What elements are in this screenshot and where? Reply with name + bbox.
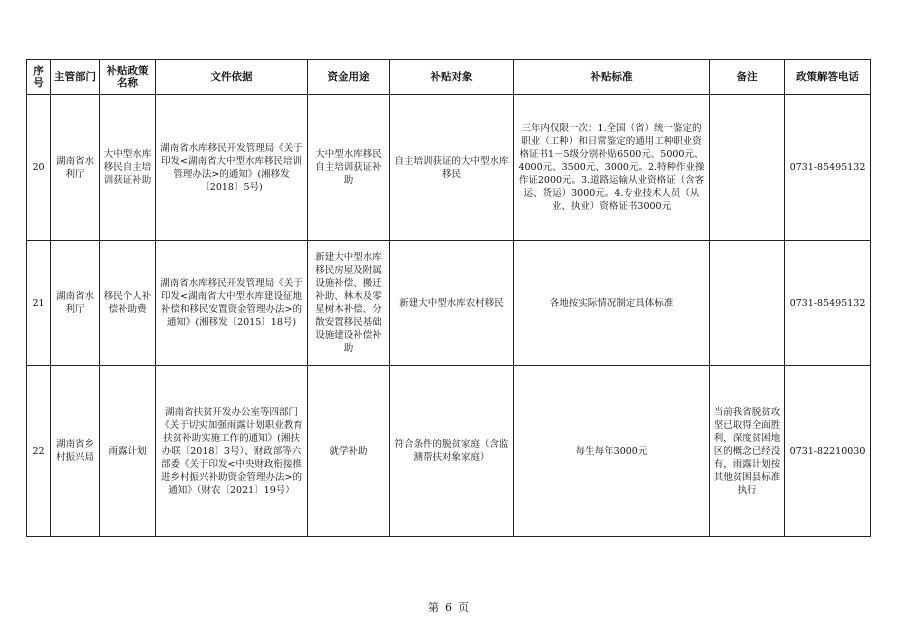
cell-standard: 三年内仅限一次：1.全国（省）统一鉴定的职业（工种）和日常鉴定的通用工种职业资格证书1－5级分别补贴6500元、5000元、4000元、3500元、3000元。2.特种作业操作证2000元。3.道路运输从业资格证（含客运、货运）3000元。4.专业技术人员（从业、执业）资格证书3000元 bbox=[514, 95, 710, 241]
cell-target: 新建大中型水库农村移民 bbox=[390, 241, 514, 366]
cell-remark bbox=[710, 95, 785, 241]
header-phone: 政策解答电话 bbox=[785, 60, 871, 95]
cell-basis: 湖南省扶贫开发办公室等四部门《关于切实加强雨露计划职业教育扶贫补助实施工作的通知》(湘扶办联〔2018〕3号）、财政部等六部委《关于印发<中央财政衔接推进乡村振兴补助资金管理办法>的通知》（财农〔2021〕19号） bbox=[156, 366, 308, 537]
subsidy-policy-table bbox=[26, 59, 871, 537]
header-remark: 备注 bbox=[710, 60, 785, 95]
cell-basis: 湖南省水库移民开发管理局《关于印发<湖南省大中型水库移民培训管理办法>的通知》(湘移发〔2018〕5号) bbox=[156, 95, 308, 241]
table-row bbox=[27, 241, 871, 366]
cell-usage: 新建大中型水库移民房屋及附属设施补偿、搬迁补助、林木及零星树木补偿、分散安置移民基础设施建设补偿补助 bbox=[308, 241, 390, 366]
header-usage: 资金用途 bbox=[308, 60, 390, 95]
header-basis: 文件依据 bbox=[156, 60, 308, 95]
cell-target: 自主培训获证的大中型水库移民 bbox=[390, 95, 514, 241]
cell-target: 符合条件的脱贫家庭（含监测帮扶对象家庭） bbox=[390, 366, 514, 537]
cell-basis: 湖南省水库移民开发管理局《关于印发<湖南省大中型水库建设征地补偿和移民安置资金管理办法>的通知》(湘移发〔2015〕18号) bbox=[156, 241, 308, 366]
cell-dept: 湖南省乡村振兴局 bbox=[51, 366, 100, 537]
cell-dept: 湖南省水利厅 bbox=[51, 241, 100, 366]
cell-policy: 大中型水库移民自主培训获证补助 bbox=[100, 95, 156, 241]
header-standard: 补贴标准 bbox=[514, 60, 710, 95]
header-no: 序号 bbox=[27, 60, 51, 95]
cell-usage: 大中型水库移民自主培训获证补助 bbox=[308, 95, 390, 241]
cell-policy: 雨露计划 bbox=[100, 366, 156, 537]
table-row bbox=[27, 95, 871, 241]
cell-dept: 湖南省水利厅 bbox=[51, 95, 100, 241]
cell-no: 21 bbox=[27, 241, 51, 366]
cell-usage: 就学补助 bbox=[308, 366, 390, 537]
header-target: 补贴对象 bbox=[390, 60, 514, 95]
page-number-prefix: 第 bbox=[428, 601, 439, 614]
header-policy: 补贴政策名称 bbox=[100, 60, 156, 95]
cell-phone: 0731-85495132 bbox=[785, 241, 871, 366]
page-number-value: 6 bbox=[445, 601, 452, 614]
cell-phone: 0731-85495132 bbox=[785, 95, 871, 241]
cell-policy: 移民个人补偿补助费 bbox=[100, 241, 156, 366]
cell-remark bbox=[710, 241, 785, 366]
page-number bbox=[0, 599, 897, 615]
table-row bbox=[27, 366, 871, 537]
page-number-suffix: 页 bbox=[458, 601, 469, 614]
cell-standard: 每生每年3000元 bbox=[514, 366, 710, 537]
cell-phone: 0731-82210030 bbox=[785, 366, 871, 537]
table-header bbox=[27, 60, 871, 95]
cell-standard: 各地按实际情况制定具体标准 bbox=[514, 241, 710, 366]
header-dept: 主管部门 bbox=[51, 60, 100, 95]
cell-remark: 当前我省脱贫攻坚已取得全面胜利，深度贫困地区的概念已经没有，雨露计划按其他贫困县标准执行 bbox=[710, 366, 785, 537]
cell-no: 20 bbox=[27, 95, 51, 241]
cell-no: 22 bbox=[27, 366, 51, 537]
